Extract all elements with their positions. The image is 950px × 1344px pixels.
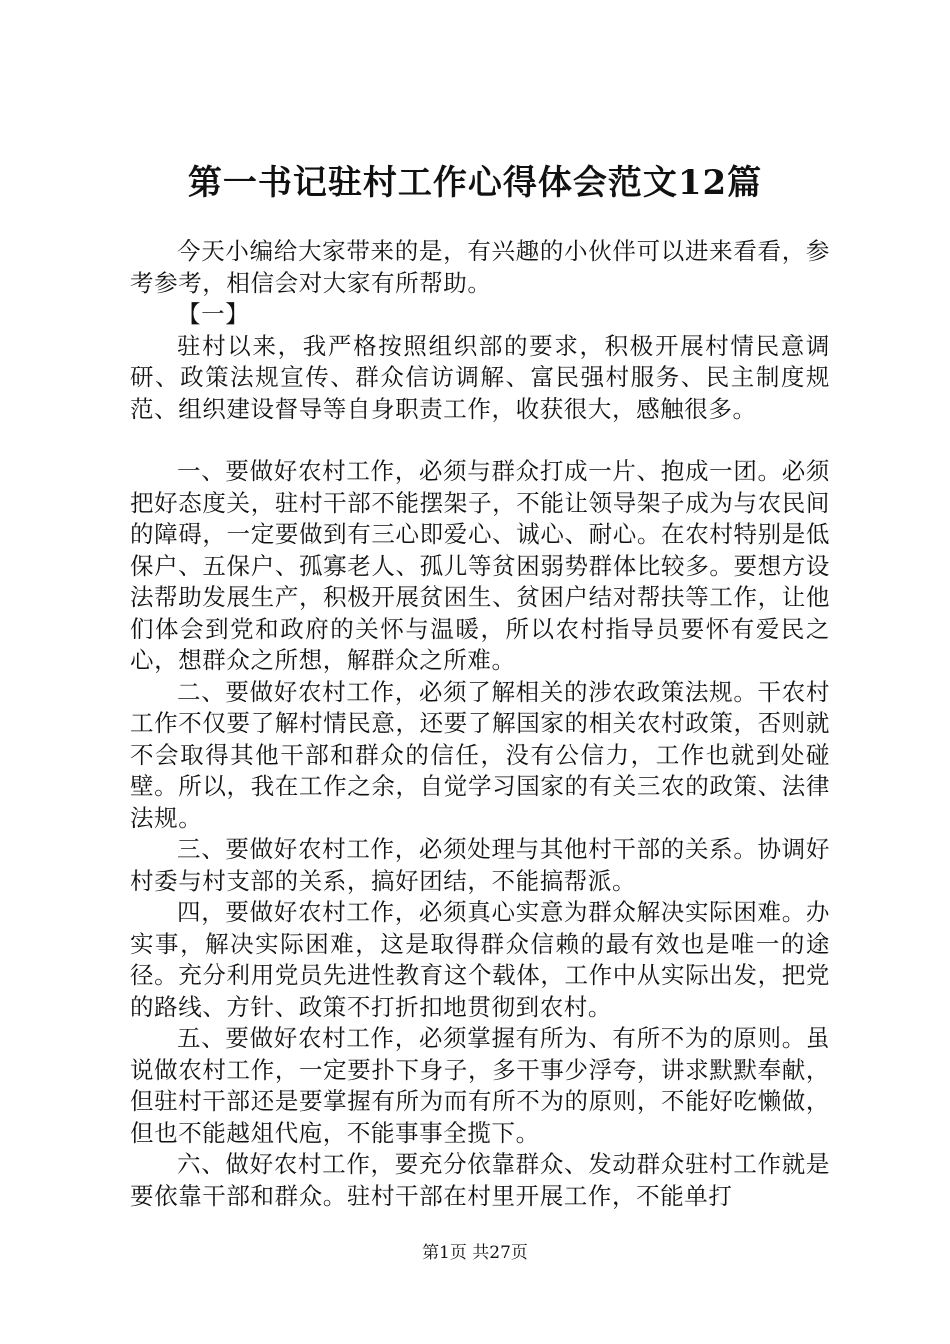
section-heading: 【一】: [177, 300, 250, 328]
document-title: 第一书记驻村工作心得体会范文12篇: [187, 163, 763, 203]
intro-paragraph: 今天小编给大家带来的是，有兴趣的小伙伴可以进来看看，参考参考，相信会对大家有所帮助。: [130, 237, 830, 297]
body-paragraph: 四，要做好农村工作，必须真心实意为群众解决实际困难。办实事，解决实际困难，这是取得群众信赖的最有效也是唯一的途径。充分利用党员先进性教育这个载体，工作中从实际出发，把党的路线、方针、政策不打折扣地贯彻到农村。: [130, 898, 830, 1021]
body-paragraph: 驻村以来，我严格按照组织部的要求，积极开展村情民意调研、政策法规宣传、群众信访调解、富民强村服务、民主制度规范、组织建设督导等自身职责工作，收获很大，感触很多。: [130, 331, 830, 423]
body-paragraph: 六、做好农村工作，要充分依靠群众、发动群众驻村工作就是要依靠干部和群众。驻村干部在村里开展工作，不能单打: [130, 1150, 830, 1210]
document-body: [130, 236, 830, 1212]
page-number: 第1页 共27页: [422, 1243, 528, 1263]
body-paragraph: 一、要做好农村工作，必须与群众打成一片、抱成一团。必须把好态度关，驻村干部不能摆架子，不能让领导架子成为与农民间的障碍，一定要做到有三心即爱心、诚心、耐心。在农村特别是低保户、五保户、孤寡老人、孤儿等贫困弱势群体比较多。要想方设法帮助发展生产，积极开展贫困生、贫困户结对帮扶等工作，让他们体会到党和政府的关怀与温暖，所以农村指导员要怀有爱民之心，想群众之所想，解群众之所难。: [130, 457, 830, 674]
body-paragraph: 五、要做好农村工作，必须掌握有所为、有所不为的原则。虽说做农村工作，一定要扑下身子，多干事少浮夸，讲求默默奉献，但驻村干部还是要掌握有所为而有所不为的原则，不能好吃懒做，但也不能越俎代庖，不能事事全揽下。: [130, 1024, 830, 1147]
body-paragraph: 三、要做好农村工作，必须处理与其他村干部的关系。协调好村委与村支部的关系，搞好团结，不能搞帮派。: [130, 835, 830, 895]
body-paragraph: 二、要做好农村工作，必须了解相关的涉农政策法规。干农村工作不仅要了解村情民意，还要了解国家的相关农村政策，否则就不会取得其他干部和群众的信任，没有公信力，工作也就到处碰壁。所以，我在工作之余，自觉学习国家的有关三农的政策、法律法规。: [130, 677, 830, 832]
